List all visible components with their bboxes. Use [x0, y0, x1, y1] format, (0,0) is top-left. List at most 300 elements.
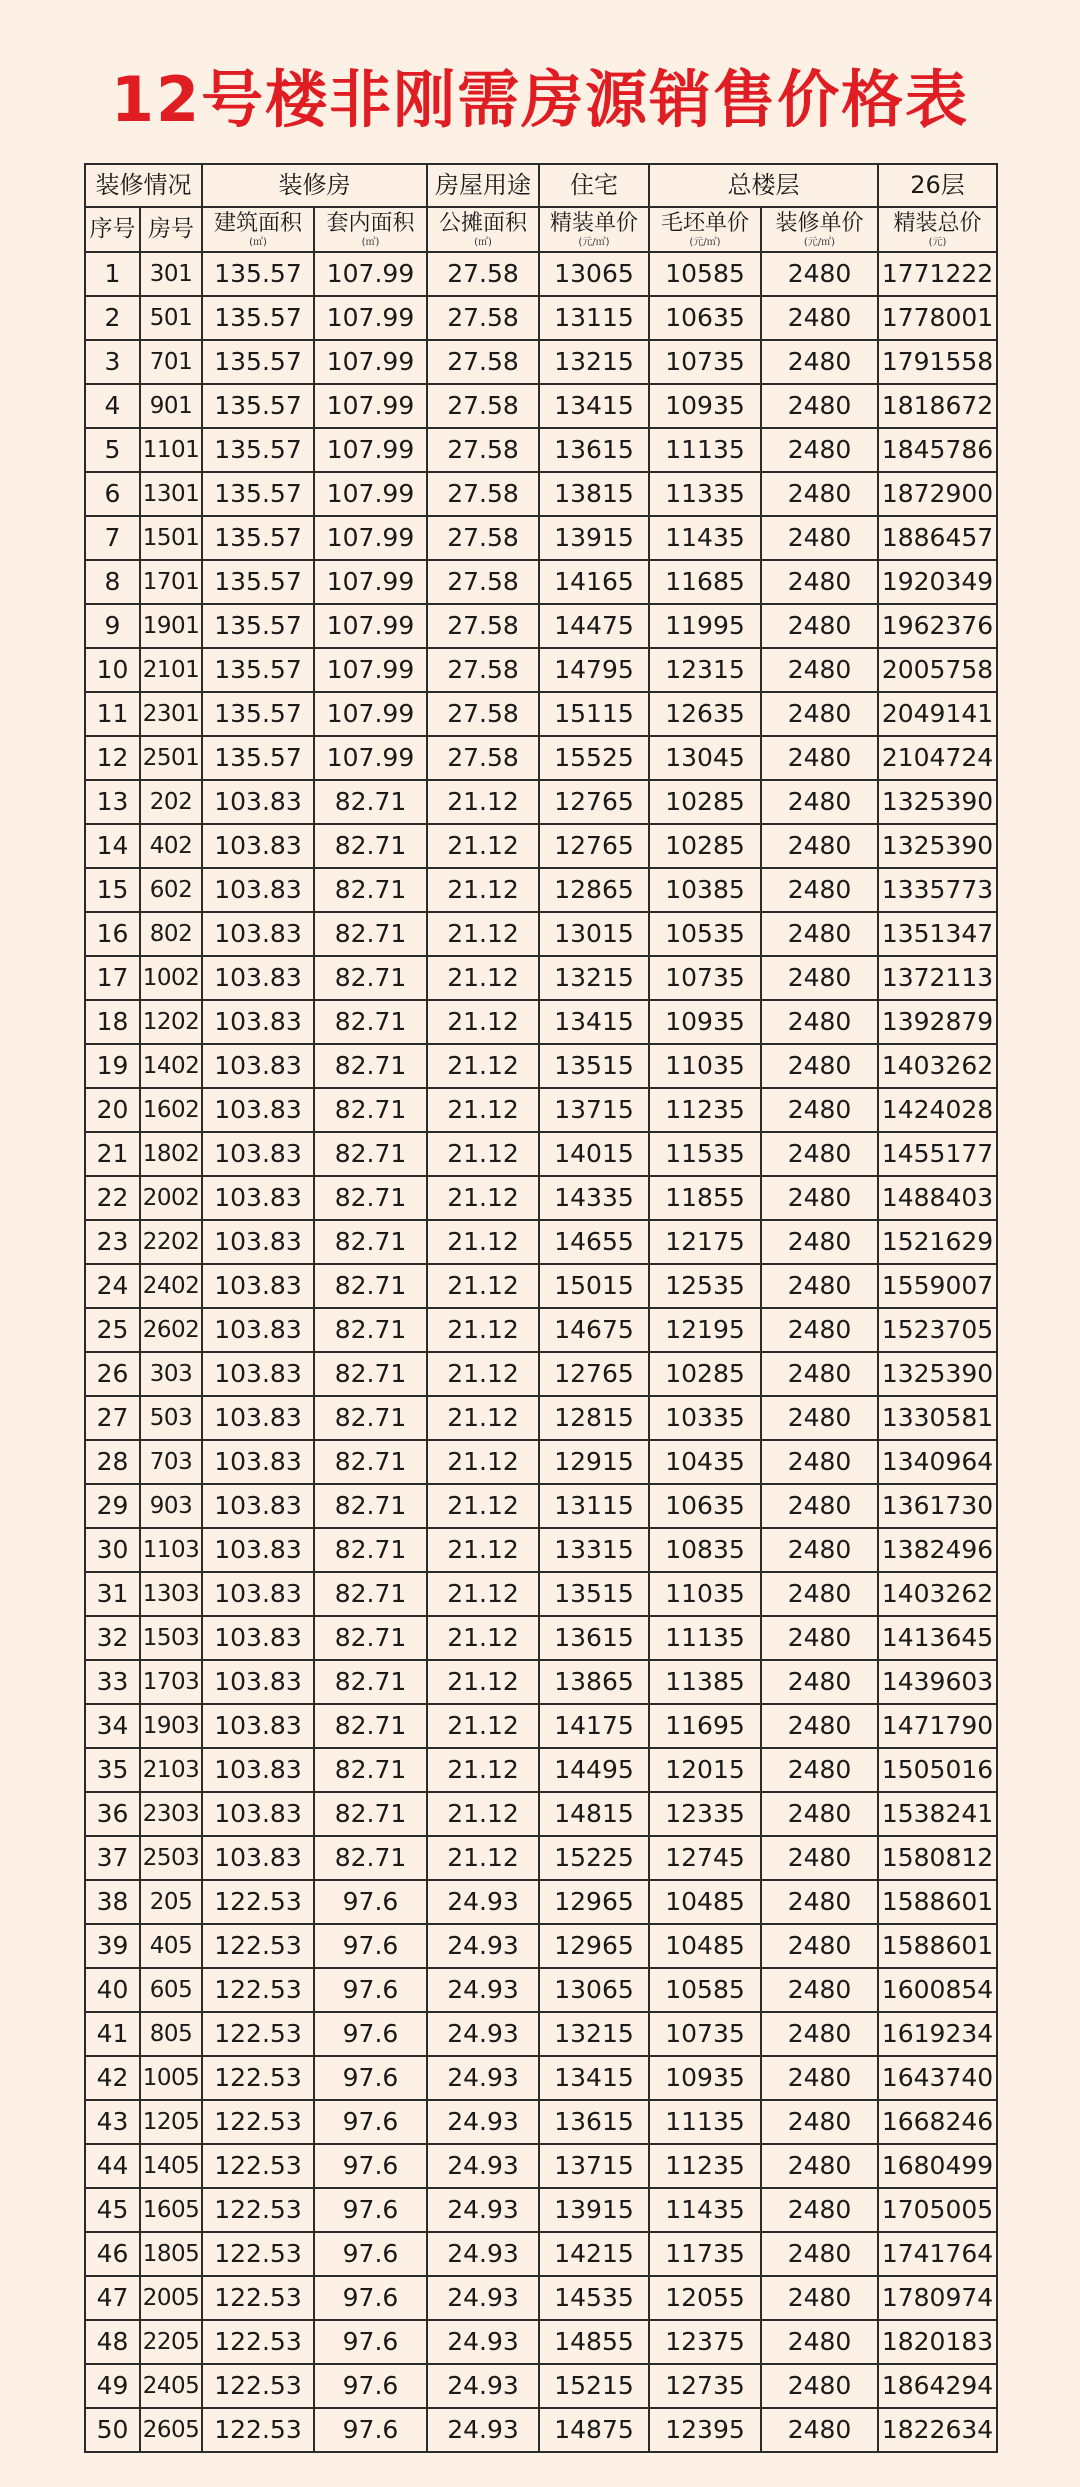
inner-area-cell: 97.6: [314, 2232, 427, 2276]
header-seq: 序号: [85, 207, 140, 252]
table-row: [85, 1836, 997, 1880]
rough-unit-price-cell: 10585: [649, 252, 761, 296]
inner-area-cell: 82.71: [314, 1660, 427, 1704]
decorated-unit-price-cell: 13615: [539, 2100, 649, 2144]
decorated-total-price-cell: 1325390: [878, 824, 997, 868]
room-cell: 903: [140, 1484, 202, 1528]
building-area-cell: 135.57: [202, 736, 314, 780]
table-row: [85, 648, 997, 692]
seq-cell: 43: [85, 2100, 140, 2144]
inner-area-cell: 82.71: [314, 868, 427, 912]
decorated-unit-price-cell: 13915: [539, 2188, 649, 2232]
table-row: [85, 2276, 997, 2320]
decoration-unit-price-cell: 2480: [761, 2144, 878, 2188]
building-area-cell: 103.83: [202, 1836, 314, 1880]
table-row: [85, 1396, 997, 1440]
rough-unit-price-cell: 11035: [649, 1044, 761, 1088]
room-cell: 1501: [140, 516, 202, 560]
decorated-total-price-cell: 1392879: [878, 1000, 997, 1044]
rough-unit-price-cell: 11235: [649, 2144, 761, 2188]
room-cell: 2101: [140, 648, 202, 692]
shared-area-cell: 24.93: [427, 2364, 539, 2408]
building-area-cell: 135.57: [202, 252, 314, 296]
rough-unit-price-cell: 11685: [649, 560, 761, 604]
rough-unit-price-cell: 11135: [649, 1616, 761, 1660]
decorated-unit-price-cell: 14655: [539, 1220, 649, 1264]
table-row: [85, 1748, 997, 1792]
header-decorated-total-price: [878, 207, 997, 252]
decorated-unit-price-cell: 15115: [539, 692, 649, 736]
decoration-unit-price-cell: 2480: [761, 1352, 878, 1396]
decorated-total-price-cell: 1705005: [878, 2188, 997, 2232]
decoration-unit-price-cell: 2480: [761, 1924, 878, 1968]
inner-area-cell: 82.71: [314, 1220, 427, 1264]
shared-area-cell: 27.58: [427, 736, 539, 780]
decoration-unit-price-cell: 2480: [761, 560, 878, 604]
inner-area-cell: 97.6: [314, 2056, 427, 2100]
header-rough-unit-price-unit: (元/㎡): [689, 236, 721, 248]
decoration-unit-price-cell: 2480: [761, 2408, 878, 2452]
room-cell: 1901: [140, 604, 202, 648]
header-decorated-unit-price: [539, 207, 649, 252]
room-cell: 1303: [140, 1572, 202, 1616]
seq-cell: 36: [85, 1792, 140, 1836]
rough-unit-price-cell: 11695: [649, 1704, 761, 1748]
inner-area-cell: 107.99: [314, 472, 427, 516]
building-area-cell: 122.53: [202, 2100, 314, 2144]
rough-unit-price-cell: 11035: [649, 1572, 761, 1616]
seq-cell: 48: [85, 2320, 140, 2364]
decorated-unit-price-cell: 13115: [539, 296, 649, 340]
building-area-cell: 103.83: [202, 1616, 314, 1660]
rough-unit-price-cell: 10635: [649, 296, 761, 340]
inner-area-cell: 97.6: [314, 2408, 427, 2452]
decorated-unit-price-cell: 12815: [539, 1396, 649, 1440]
decorated-total-price-cell: 1886457: [878, 516, 997, 560]
seq-cell: 37: [85, 1836, 140, 1880]
table-row: [85, 1264, 997, 1308]
shared-area-cell: 21.12: [427, 912, 539, 956]
table-row: [85, 2364, 997, 2408]
building-area-cell: 122.53: [202, 1880, 314, 1924]
header-decoration-unit-price-unit: (元/㎡): [803, 236, 836, 248]
decoration-unit-price-cell: 2480: [761, 1132, 878, 1176]
decorated-unit-price-cell: 14015: [539, 1132, 649, 1176]
building-area-cell: 122.53: [202, 1924, 314, 1968]
decorated-unit-price-cell: 13815: [539, 472, 649, 516]
building-area-cell: 122.53: [202, 2320, 314, 2364]
room-cell: 605: [140, 1968, 202, 2012]
building-area-cell: 122.53: [202, 2232, 314, 2276]
decorated-total-price-cell: 1580812: [878, 1836, 997, 1880]
rough-unit-price-cell: 10935: [649, 384, 761, 428]
rough-unit-price-cell: 12635: [649, 692, 761, 736]
decoration-unit-price-cell: 2480: [761, 1176, 878, 1220]
room-cell: 2503: [140, 1836, 202, 1880]
shared-area-cell: 21.12: [427, 1748, 539, 1792]
table-row: [85, 1924, 997, 1968]
decorated-total-price-cell: 2049141: [878, 692, 997, 736]
room-cell: 1503: [140, 1616, 202, 1660]
rough-unit-price-cell: 12055: [649, 2276, 761, 2320]
decorated-total-price-cell: 1668246: [878, 2100, 997, 2144]
decorated-unit-price-cell: 13915: [539, 516, 649, 560]
building-area-cell: 103.83: [202, 912, 314, 956]
table-row: [85, 824, 997, 868]
building-area-cell: 103.83: [202, 780, 314, 824]
rough-unit-price-cell: 10585: [649, 1968, 761, 2012]
building-area-cell: 103.83: [202, 1088, 314, 1132]
inner-area-cell: 107.99: [314, 692, 427, 736]
room-cell: 1802: [140, 1132, 202, 1176]
decorated-unit-price-cell: 13715: [539, 2144, 649, 2188]
rough-unit-price-cell: 12195: [649, 1308, 761, 1352]
decoration-unit-price-cell: 2480: [761, 296, 878, 340]
seq-cell: 40: [85, 1968, 140, 2012]
shared-area-cell: 21.12: [427, 1704, 539, 1748]
room-cell: 2202: [140, 1220, 202, 1264]
table-row: [85, 1968, 997, 2012]
inner-area-cell: 107.99: [314, 648, 427, 692]
decorated-unit-price-cell: 14215: [539, 2232, 649, 2276]
seq-cell: 16: [85, 912, 140, 956]
room-cell: 602: [140, 868, 202, 912]
decoration-unit-price-cell: 2480: [761, 2012, 878, 2056]
decorated-total-price-cell: 1872900: [878, 472, 997, 516]
room-cell: 1101: [140, 428, 202, 472]
header-decorated-unit-price-label: 精装单价: [549, 210, 638, 236]
inner-area-cell: 82.71: [314, 1484, 427, 1528]
seq-cell: 9: [85, 604, 140, 648]
inner-area-cell: 97.6: [314, 2100, 427, 2144]
shared-area-cell: 21.12: [427, 1352, 539, 1396]
inner-area-cell: 107.99: [314, 296, 427, 340]
seq-cell: 12: [85, 736, 140, 780]
seq-cell: 15: [85, 868, 140, 912]
decorated-unit-price-cell: 12965: [539, 1880, 649, 1924]
table-row: [85, 868, 997, 912]
building-area-cell: 103.83: [202, 1176, 314, 1220]
rough-unit-price-cell: 10835: [649, 1528, 761, 1572]
building-area-cell: 122.53: [202, 1968, 314, 2012]
room-cell: 402: [140, 824, 202, 868]
rough-unit-price-cell: 10535: [649, 912, 761, 956]
rough-unit-price-cell: 10635: [649, 1484, 761, 1528]
room-cell: 802: [140, 912, 202, 956]
decorated-unit-price-cell: 13515: [539, 1572, 649, 1616]
decorated-total-price-cell: 1962376: [878, 604, 997, 648]
building-area-cell: 122.53: [202, 2364, 314, 2408]
decoration-unit-price-cell: 2480: [761, 1088, 878, 1132]
decorated-total-price-cell: 1538241: [878, 1792, 997, 1836]
table-row: [85, 956, 997, 1000]
table-row: [85, 1308, 997, 1352]
decorated-unit-price-cell: 13215: [539, 956, 649, 1000]
room-cell: 2402: [140, 1264, 202, 1308]
table-row: [85, 912, 997, 956]
shared-area-cell: 21.12: [427, 1264, 539, 1308]
seq-cell: 28: [85, 1440, 140, 1484]
seq-cell: 41: [85, 2012, 140, 2056]
building-area-cell: 122.53: [202, 2276, 314, 2320]
room-cell: 805: [140, 2012, 202, 2056]
header-total-floors: 总楼层: [649, 164, 878, 207]
decorated-unit-price-cell: 15225: [539, 1836, 649, 1880]
seq-cell: 14: [85, 824, 140, 868]
decorated-total-price-cell: 1351347: [878, 912, 997, 956]
seq-cell: 3: [85, 340, 140, 384]
header-decorated: 装修房: [202, 164, 427, 207]
inner-area-cell: 82.71: [314, 1528, 427, 1572]
room-cell: 1903: [140, 1704, 202, 1748]
room-cell: 1002: [140, 956, 202, 1000]
table-row: [85, 384, 997, 428]
room-cell: 1605: [140, 2188, 202, 2232]
inner-area-cell: 82.71: [314, 1308, 427, 1352]
decorated-total-price-cell: 1403262: [878, 1044, 997, 1088]
inner-area-cell: 97.6: [314, 1880, 427, 1924]
room-cell: 901: [140, 384, 202, 428]
decoration-unit-price-cell: 2480: [761, 1528, 878, 1572]
table-row: [85, 604, 997, 648]
seq-cell: 1: [85, 252, 140, 296]
rough-unit-price-cell: 12335: [649, 1792, 761, 1836]
table-row: [85, 1044, 997, 1088]
decoration-unit-price-cell: 2480: [761, 912, 878, 956]
shared-area-cell: 27.58: [427, 648, 539, 692]
inner-area-cell: 97.6: [314, 2012, 427, 2056]
header-shared-area: [427, 207, 539, 252]
inner-area-cell: 97.6: [314, 1924, 427, 1968]
inner-area-cell: 82.71: [314, 956, 427, 1000]
seq-cell: 29: [85, 1484, 140, 1528]
rough-unit-price-cell: 11855: [649, 1176, 761, 1220]
decoration-unit-price-cell: 2480: [761, 1484, 878, 1528]
price-table: [84, 163, 998, 2453]
decoration-unit-price-cell: 2480: [761, 1440, 878, 1484]
rough-unit-price-cell: 12375: [649, 2320, 761, 2364]
table-row: [85, 1572, 997, 1616]
shared-area-cell: 27.58: [427, 692, 539, 736]
seq-cell: 25: [85, 1308, 140, 1352]
building-area-cell: 135.57: [202, 428, 314, 472]
inner-area-cell: 82.71: [314, 1396, 427, 1440]
decoration-unit-price-cell: 2480: [761, 1660, 878, 1704]
seq-cell: 7: [85, 516, 140, 560]
seq-cell: 33: [85, 1660, 140, 1704]
table-row: [85, 1000, 997, 1044]
inner-area-cell: 97.6: [314, 2276, 427, 2320]
rough-unit-price-cell: 11385: [649, 1660, 761, 1704]
header-building-area-unit: (㎡): [249, 236, 267, 248]
rough-unit-price-cell: 10735: [649, 340, 761, 384]
rough-unit-price-cell: 10735: [649, 956, 761, 1000]
header-decoration-unit-price: [761, 207, 878, 252]
seq-cell: 6: [85, 472, 140, 516]
table-row: [85, 1616, 997, 1660]
shared-area-cell: 21.12: [427, 1220, 539, 1264]
seq-cell: 46: [85, 2232, 140, 2276]
decorated-total-price-cell: 1680499: [878, 2144, 997, 2188]
decoration-unit-price-cell: 2480: [761, 2100, 878, 2144]
building-area-cell: 103.83: [202, 824, 314, 868]
decorated-unit-price-cell: 15215: [539, 2364, 649, 2408]
table-row: [85, 780, 997, 824]
decorated-unit-price-cell: 13065: [539, 1968, 649, 2012]
header-rough-unit-price: [649, 207, 761, 252]
table-row: [85, 2144, 997, 2188]
decorated-total-price-cell: 1439603: [878, 1660, 997, 1704]
table-row: [85, 252, 997, 296]
decoration-unit-price-cell: 2480: [761, 648, 878, 692]
inner-area-cell: 82.71: [314, 1264, 427, 1308]
table-row: [85, 2408, 997, 2452]
rough-unit-price-cell: 12745: [649, 1836, 761, 1880]
room-cell: 2301: [140, 692, 202, 736]
seq-cell: 45: [85, 2188, 140, 2232]
rough-unit-price-cell: 10435: [649, 1440, 761, 1484]
table-row: [85, 2100, 997, 2144]
inner-area-cell: 82.71: [314, 1748, 427, 1792]
decoration-unit-price-cell: 2480: [761, 692, 878, 736]
building-area-cell: 122.53: [202, 2408, 314, 2452]
decorated-unit-price-cell: 13715: [539, 1088, 649, 1132]
inner-area-cell: 107.99: [314, 340, 427, 384]
decorated-unit-price-cell: 14175: [539, 1704, 649, 1748]
seq-cell: 35: [85, 1748, 140, 1792]
decoration-unit-price-cell: 2480: [761, 1572, 878, 1616]
building-area-cell: 103.83: [202, 1660, 314, 1704]
shared-area-cell: 21.12: [427, 1660, 539, 1704]
room-cell: 1602: [140, 1088, 202, 1132]
room-cell: 1805: [140, 2232, 202, 2276]
building-area-cell: 103.83: [202, 1440, 314, 1484]
rough-unit-price-cell: 10285: [649, 780, 761, 824]
decorated-unit-price-cell: 13615: [539, 1616, 649, 1660]
building-area-cell: 135.57: [202, 692, 314, 736]
inner-area-cell: 97.6: [314, 2320, 427, 2364]
building-area-cell: 135.57: [202, 648, 314, 692]
decorated-unit-price-cell: 12765: [539, 824, 649, 868]
decorated-total-price-cell: 1505016: [878, 1748, 997, 1792]
decorated-total-price-cell: 1820183: [878, 2320, 997, 2364]
room-cell: 1701: [140, 560, 202, 604]
room-cell: 1402: [140, 1044, 202, 1088]
decorated-unit-price-cell: 13115: [539, 1484, 649, 1528]
seq-cell: 44: [85, 2144, 140, 2188]
shared-area-cell: 27.58: [427, 296, 539, 340]
room-cell: 703: [140, 1440, 202, 1484]
decorated-total-price-cell: 1471790: [878, 1704, 997, 1748]
inner-area-cell: 107.99: [314, 560, 427, 604]
decorated-total-price-cell: 1523705: [878, 1308, 997, 1352]
seq-cell: 49: [85, 2364, 140, 2408]
rough-unit-price-cell: 12015: [649, 1748, 761, 1792]
table-row: [85, 1704, 997, 1748]
inner-area-cell: 107.99: [314, 252, 427, 296]
shared-area-cell: 21.12: [427, 1044, 539, 1088]
inner-area-cell: 82.71: [314, 1132, 427, 1176]
building-area-cell: 103.83: [202, 1308, 314, 1352]
seq-cell: 5: [85, 428, 140, 472]
room-cell: 2103: [140, 1748, 202, 1792]
shared-area-cell: 21.12: [427, 1000, 539, 1044]
decoration-unit-price-cell: 2480: [761, 956, 878, 1000]
decoration-unit-price-cell: 2480: [761, 428, 878, 472]
rough-unit-price-cell: 12395: [649, 2408, 761, 2452]
rough-unit-price-cell: 13045: [649, 736, 761, 780]
seq-cell: 32: [85, 1616, 140, 1660]
room-cell: 2005: [140, 2276, 202, 2320]
decorated-total-price-cell: 2005758: [878, 648, 997, 692]
rough-unit-price-cell: 10735: [649, 2012, 761, 2056]
shared-area-cell: 21.12: [427, 1616, 539, 1660]
decorated-total-price-cell: 1413645: [878, 1616, 997, 1660]
shared-area-cell: 21.12: [427, 1836, 539, 1880]
seq-cell: 21: [85, 1132, 140, 1176]
table-row: [85, 1220, 997, 1264]
decorated-unit-price-cell: 14855: [539, 2320, 649, 2364]
decorated-unit-price-cell: 15015: [539, 1264, 649, 1308]
decoration-unit-price-cell: 2480: [761, 472, 878, 516]
decorated-unit-price-cell: 14875: [539, 2408, 649, 2452]
shared-area-cell: 24.93: [427, 2056, 539, 2100]
rough-unit-price-cell: 12535: [649, 1264, 761, 1308]
room-cell: 501: [140, 296, 202, 340]
decorated-unit-price-cell: 12765: [539, 780, 649, 824]
decorated-total-price-cell: 1600854: [878, 1968, 997, 2012]
header-inner-area-unit: (㎡): [361, 236, 380, 248]
decorated-unit-price-cell: 14675: [539, 1308, 649, 1352]
table-row: [85, 736, 997, 780]
page-title: 12号楼非刚需房源销售价格表: [110, 63, 970, 136]
seq-cell: 11: [85, 692, 140, 736]
rough-unit-price-cell: 10485: [649, 1880, 761, 1924]
decoration-unit-price-cell: 2480: [761, 2364, 878, 2408]
decoration-unit-price-cell: 2480: [761, 780, 878, 824]
decorated-total-price-cell: 1791558: [878, 340, 997, 384]
building-area-cell: 135.57: [202, 296, 314, 340]
shared-area-cell: 27.58: [427, 428, 539, 472]
rough-unit-price-cell: 10285: [649, 1352, 761, 1396]
rough-unit-price-cell: 10285: [649, 824, 761, 868]
seq-cell: 23: [85, 1220, 140, 1264]
header-room: 房号: [140, 207, 202, 252]
seq-cell: 31: [85, 1572, 140, 1616]
inner-area-cell: 82.71: [314, 1572, 427, 1616]
inner-area-cell: 82.71: [314, 1792, 427, 1836]
rough-unit-price-cell: 12735: [649, 2364, 761, 2408]
seq-cell: 30: [85, 1528, 140, 1572]
table-row: [85, 472, 997, 516]
decoration-unit-price-cell: 2480: [761, 868, 878, 912]
decorated-unit-price-cell: 13515: [539, 1044, 649, 1088]
table-row: [85, 1792, 997, 1836]
header-shared-area-unit: (㎡): [474, 236, 492, 248]
price-table-body: [85, 252, 997, 2452]
decorated-unit-price-cell: 14165: [539, 560, 649, 604]
decorated-total-price-cell: 1424028: [878, 1088, 997, 1132]
building-area-cell: 122.53: [202, 2056, 314, 2100]
building-area-cell: 103.83: [202, 1044, 314, 1088]
rough-unit-price-cell: 11435: [649, 516, 761, 560]
shared-area-cell: 27.58: [427, 472, 539, 516]
decorated-total-price-cell: 1325390: [878, 780, 997, 824]
inner-area-cell: 97.6: [314, 1968, 427, 2012]
table-row: [85, 296, 997, 340]
decoration-unit-price-cell: 2480: [761, 1748, 878, 1792]
shared-area-cell: 21.12: [427, 1440, 539, 1484]
